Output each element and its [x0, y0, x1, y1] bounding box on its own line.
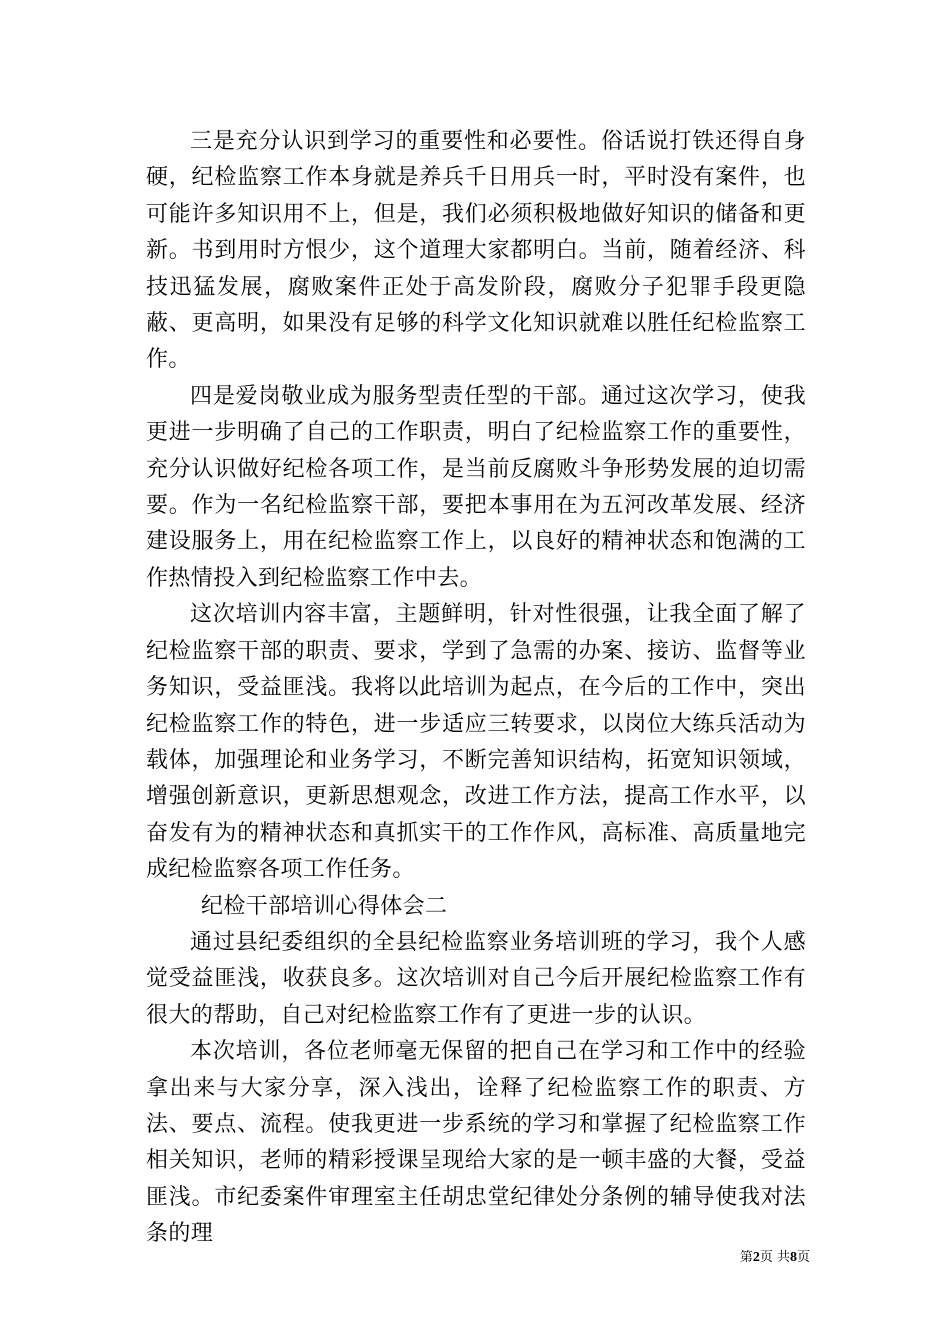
- section-heading: 纪检干部培训心得体会二: [201, 893, 448, 919]
- paragraph-intro-two: 通过县纪委组织的全县纪检监察业务培训班的学习，我个人感觉受益匪浅，收获良多。这次培训对自己今后开展纪检监察工作有很大的帮助，自己对纪检监察工作有了更进一步的认识。: [146, 929, 806, 1028]
- paragraph-training-content: 本次培训，各位老师毫无保留的把自己在学习和工作中的经验拿出来与大家分享，深入浅出，诠释了纪检监察工作的职责、方法、要点、流程。使我更进一步系统的学习和掌握了纪检监察工作相关知识，老师的精彩授课呈现给大家的是一顿丰盛的大餐，受益匪浅。市纪委案件审理室主任胡忠堂纪律处分条例的辅导使我对法条的理: [146, 1039, 806, 1247]
- footer-suffix: 页: [796, 1250, 810, 1265]
- body-text: [146, 124, 806, 1253]
- paragraph-point-four: 四是爱岗敬业成为服务型责任型的干部。通过这次学习，使我更进一步明确了自己的工作职责，明白了纪检监察工作的重要性，充分认识做好纪检各项工作，是当前反腐败斗争形势发展的迫切需要。作为一名纪检监察干部，要把本事用在为五河改革发展、经济建设服务上，用在纪检监察工作上，以良好的精神状态和饱满的工作热情投入到纪检监察工作中去。: [146, 383, 806, 591]
- page-footer: [740, 1246, 810, 1266]
- footer-middle: 页 共: [759, 1250, 790, 1265]
- total-pages-number: 8: [789, 1250, 797, 1265]
- paragraph-point-three: 三是充分认识到学习的重要性和必要性。俗话说打铁还得自身硬，纪检监察工作本身就是养兵千日用兵一时，平时没有案件，也可能许多知识用不上，但是，我们必须积极地做好知识的储备和更新。书到用时方恨少，这个道理大家都明白。当前，随着经济、科技迅猛发展，腐败案件正处于高发阶段，腐败分子犯罪手段更隐蔽、更高明，如果没有足够的科学文化知识就难以胜任纪检监察工作。: [146, 129, 806, 373]
- footer-prefix: 第: [739, 1250, 753, 1265]
- paragraph-training-summary: 这次培训内容丰富，主题鲜明，针对性很强，让我全面了解了纪检监察干部的职责、要求，学到了急需的办案、接访、监督等业务知识，受益匪浅。我将以此培训为起点，在今后的工作中，突出纪检监察工作的特色，进一步适应三转要求，以岗位大练兵活动为载体，加强理论和业务学习，不断完善知识结构，拓宽知识领域，增强创新意识，更新思想观念，改进工作方法，提高工作水平，以奋发有为的精神状态和真抓实干的工作作风，高标准、高质量地完成纪检监察各项工作任务。: [146, 602, 806, 883]
- current-page-number: 2: [752, 1250, 760, 1265]
